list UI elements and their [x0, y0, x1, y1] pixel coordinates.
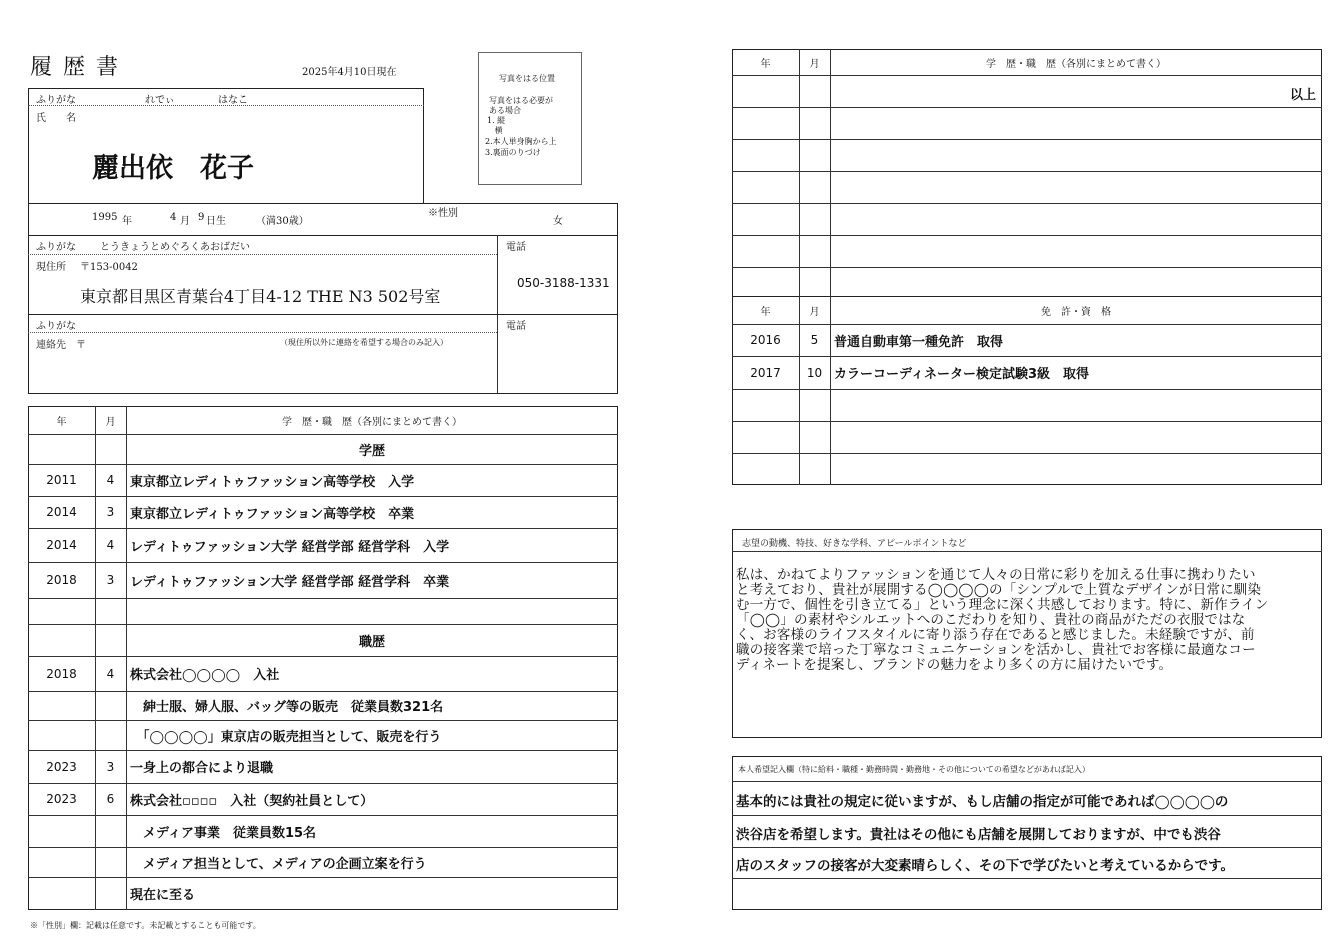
photo-line: 3.裏面のりづけ [485, 148, 541, 157]
contact-note: （現住所以外に連絡を希望する場合のみ記入） [280, 338, 448, 347]
birth-year-label: 年 [122, 216, 132, 227]
history-month: 4 [106, 473, 115, 487]
license-month: 10 [806, 365, 823, 380]
birth-age: （満30歳） [256, 216, 309, 227]
name-furigana-label: ふりがな [36, 95, 76, 106]
wish-line: 店のスタッフの接客が大変素晴らしく、その下で学びたいと考えているからです。 [736, 858, 1235, 874]
history-text: メディア担当として、メディアの企画立案を行う [130, 856, 427, 872]
footnote: ※「性別」欄：記載は任意です。未記載とすることも可能です。 [30, 921, 261, 930]
history-month [95, 691, 126, 720]
contact-label: 連絡先 〒 [36, 340, 86, 351]
history-header-month: 月 [105, 416, 116, 428]
history-year: 2011 [46, 473, 77, 487]
history-month: 3 [106, 573, 115, 587]
wish-line: 渋谷店を希望します。貴社はその他にも店舗を展開しておりますが、中でも渋谷 [736, 827, 1221, 843]
license-header-year: 年 [760, 306, 771, 318]
contact-furigana-label: ふりがな [36, 321, 76, 332]
photo-line: 横 [487, 126, 503, 135]
history-year: 2014 [46, 538, 77, 552]
history-month [95, 624, 126, 656]
motive-label: 志望の動機、特技、好きな学科、アピールポイントなど [742, 539, 967, 549]
history-text: 東京都立レディトゥファッション高等学校 入学 [130, 474, 415, 490]
motive-line: む一方で、個性を引き立てる」という理念に深く共感しております。特に、新作ライン [736, 597, 1269, 613]
birth-day-label: 日生 [206, 216, 226, 227]
photo-line: 2.本人単身胸から上 [485, 137, 557, 146]
history-month [95, 720, 126, 750]
name-label: 氏 名 [36, 113, 76, 124]
name-furigana-family: れでぃ [145, 95, 175, 106]
birth-day: 9 [198, 212, 205, 223]
history-month [95, 877, 126, 910]
license-month: 5 [810, 333, 819, 347]
birth-month: 4 [170, 212, 177, 223]
history-year [28, 598, 95, 624]
right-history-table [732, 49, 1322, 297]
history-month [95, 434, 126, 464]
history-end-marker: 以上 [1290, 88, 1317, 103]
history-text: 株式会社◯◯◯◯ 入社 [130, 668, 280, 683]
history-text: レディトゥファッション大学 経営学部 経営学科 入学 [130, 539, 450, 555]
address-phone: 050-3188-1331 [517, 276, 610, 290]
photo-line: ある場合 [489, 106, 521, 115]
motive-line: く、お客様のライフスタイルに寄り添う存在であると感じました。未経験ですが、前 [736, 627, 1255, 643]
history-text: メディア事業 従業員数15名 [130, 825, 317, 841]
photo-line: 写真をはる必要が [489, 96, 553, 105]
contact-box [28, 314, 618, 394]
motive-line: ディネートを提案し、ブランドの魅力をより多くの方に届けたいです。 [736, 657, 1173, 673]
history-month: 6 [106, 792, 115, 806]
history-year [28, 720, 95, 750]
license-header-title: 免 許・資 格 [1041, 306, 1111, 318]
address-furigana-label: ふりがな [36, 242, 76, 253]
history-month [95, 847, 126, 877]
history-text: 株式会社▫▫▫▫ 入社（契約社員として） [130, 793, 374, 809]
history-year: 2014 [46, 505, 77, 519]
history-year [28, 691, 95, 720]
page-title: 履 歴 書 [30, 55, 120, 80]
birth-month-label: 月 [180, 216, 190, 227]
contact-phone-label: 電話 [506, 321, 526, 332]
address-phone-label: 電話 [506, 242, 526, 253]
license-year: 2017 [750, 365, 781, 380]
license-text: 普通自動車第一種免許 取得 [834, 334, 1004, 350]
history-year [28, 877, 95, 910]
history-text: 現在に至る [130, 888, 196, 903]
photo-placeholder [478, 52, 582, 185]
history-text: レディトゥファッション大学 経営学部 経営学科 卒業 [130, 574, 450, 590]
history-year: 2018 [46, 666, 77, 681]
license-header-month: 月 [809, 306, 820, 318]
license-year: 2016 [750, 333, 781, 347]
gender-value: 女 [553, 216, 563, 227]
address-label: 現住所 [36, 262, 66, 273]
history-text: 東京都立レディトゥファッション高等学校 卒業 [130, 506, 415, 522]
history-year [28, 624, 95, 656]
address-value: 東京都目黒区青葉台4丁目4-12 THE N3 502号室 [80, 287, 441, 306]
motive-line: と考えており、貴社が展開する◯◯◯◯の「シンプルで上質なデザインが日常に馴染 [736, 582, 1262, 598]
history-text: 「◯◯◯◯」東京店の販売担当として、販売を行う [130, 729, 442, 745]
gender-label: ※性別 [428, 208, 458, 219]
history-header-year: 年 [56, 416, 67, 428]
date-as-of: 2025年4月10日現在 [302, 67, 397, 78]
history-header-title: 学 歴・職 歴（各別にまとめて書く） [282, 416, 462, 428]
wish-label: 本人希望記入欄（特に給料・職種・勤務時間・勤務地・その他についての希望などがあれば記入） [738, 765, 1090, 774]
history-year [28, 434, 95, 464]
right-history-header-title: 学 歴・職 歴（各別にまとめて書く） [986, 58, 1166, 70]
motive-line: 職の接客業で培った丁寧なコミュニケーションを活かし、貴社でお客様に最適なコー [736, 642, 1256, 658]
photo-title: 写真をはる位置 [499, 74, 555, 83]
history-year: 2023 [46, 792, 77, 806]
history-text: 一身上の都合により退職 [130, 761, 274, 776]
motive-line: 「◯◯」の素材やシルエットへのこだわりを知り、貴社の商品がただの衣服ではな [736, 612, 1246, 628]
history-month: 4 [106, 666, 115, 681]
history-text [130, 598, 616, 624]
history-text: 職歴 [358, 634, 385, 650]
history-year: 2018 [46, 573, 77, 587]
name-value: 麗出依 花子 [92, 153, 254, 184]
photo-line: 1. 縦 [487, 116, 506, 125]
history-text: 紳士服、婦人服、バッグ等の販売 従業員数321名 [130, 700, 444, 715]
birth-year: 1995 [92, 212, 118, 223]
address-postal: 〒153-0042 [80, 262, 138, 273]
motive-line: 私は、かねてよりファッションを通じて人々の日常に彩りを加える仕事に携わりたい [736, 567, 1256, 583]
address-furigana: とうきょうとめぐろくあおばだい [100, 242, 250, 253]
history-month [95, 815, 126, 847]
history-month: 3 [106, 505, 115, 519]
right-history-header-year: 年 [760, 58, 771, 70]
license-text: カラーコーディネーター検定試験3級 取得 [834, 367, 1090, 382]
history-year [28, 815, 95, 847]
name-furigana-given: はなこ [218, 95, 248, 106]
history-year: 2023 [46, 759, 77, 774]
history-year [28, 847, 95, 877]
history-text: 学歴 [358, 443, 385, 459]
right-history-header-month: 月 [809, 58, 820, 70]
wish-line: 基本的には貴社の規定に従いますが、もし店舗の指定が可能であれば◯◯◯◯の [736, 794, 1229, 810]
history-month [95, 598, 126, 624]
history-month: 3 [106, 759, 115, 774]
history-month: 4 [106, 538, 115, 552]
